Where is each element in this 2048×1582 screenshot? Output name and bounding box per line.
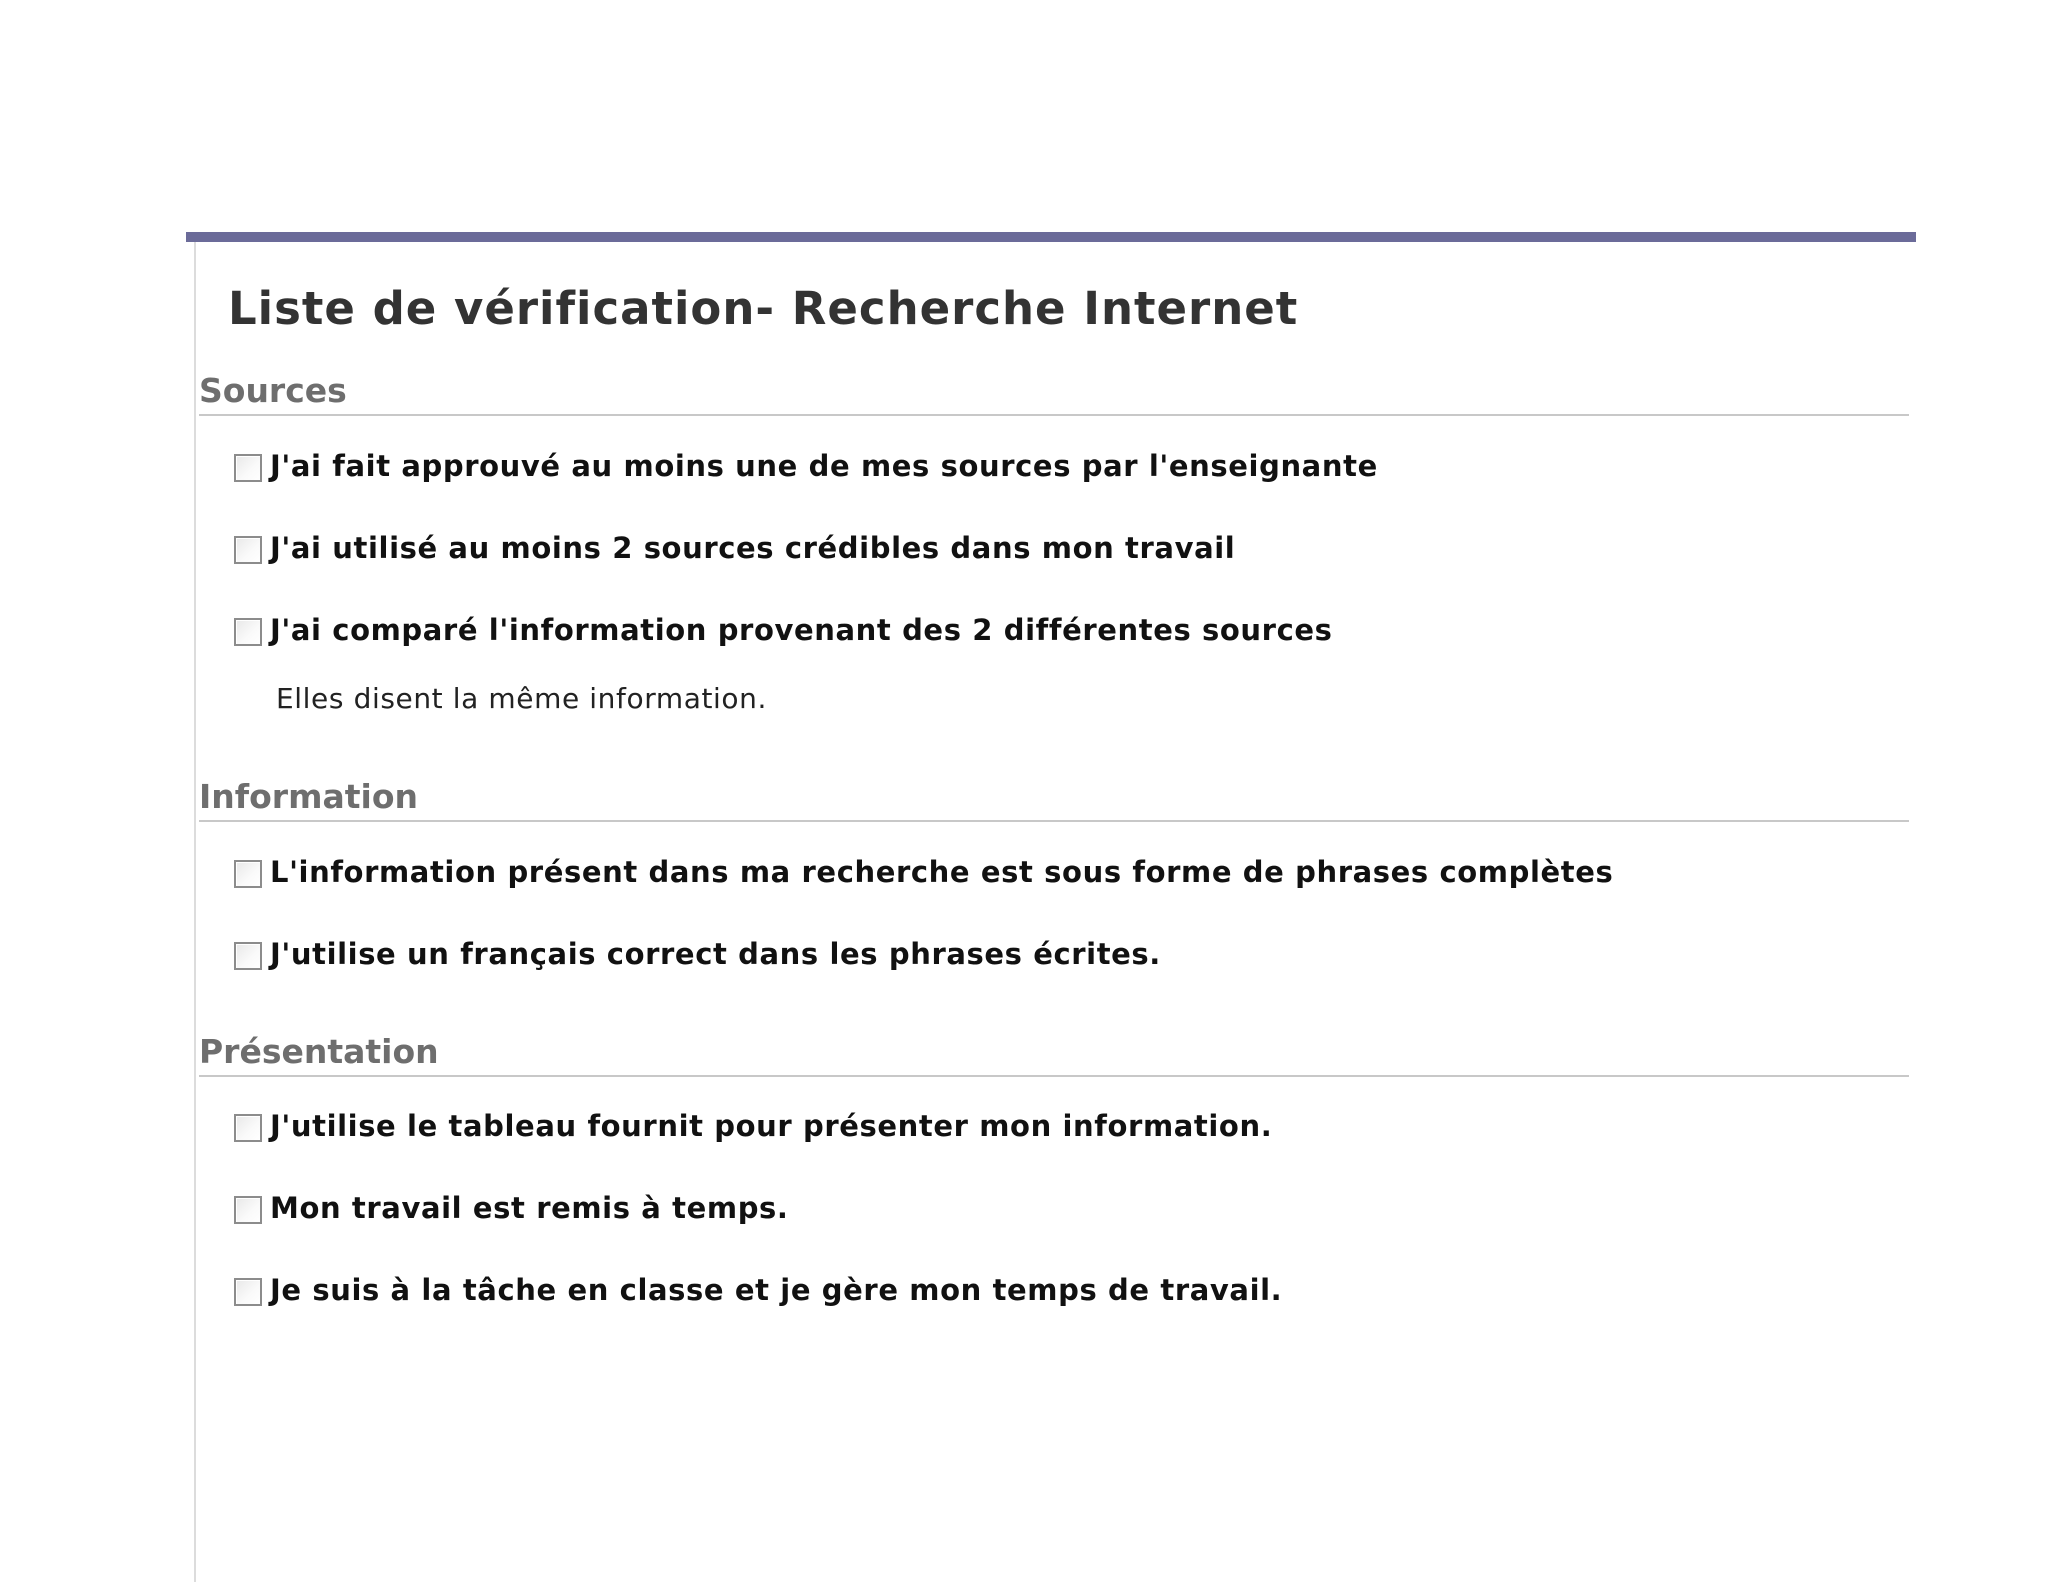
checkbox[interactable] bbox=[234, 536, 262, 564]
section-heading: Présentation bbox=[199, 1032, 439, 1071]
checkbox[interactable] bbox=[234, 1196, 262, 1224]
item-note: Elles disent la même information. bbox=[276, 682, 768, 715]
checkbox[interactable] bbox=[234, 618, 262, 646]
checklist-item-label: J'ai comparé l'information provenant des 2 différentes sources bbox=[270, 613, 1333, 647]
checklist-item[interactable] bbox=[234, 1106, 1272, 1146]
checklist-item-label: J'ai fait approuvé au moins une de mes sources par l'enseignante bbox=[270, 449, 1378, 483]
checklist-item[interactable] bbox=[234, 610, 1333, 650]
checklist-item[interactable] bbox=[234, 528, 1235, 568]
section-heading: Sources bbox=[199, 371, 347, 410]
checklist-item-label: J'utilise un français correct dans les phrases écrites. bbox=[270, 937, 1161, 971]
checklist-item-label: Je suis à la tâche en classe et je gère mon temps de travail. bbox=[270, 1273, 1283, 1307]
section-header-sources bbox=[199, 368, 1909, 416]
accent-bar bbox=[186, 232, 1916, 242]
checklist-item[interactable] bbox=[234, 934, 1161, 974]
page-title: Liste de vérification- Recherche Internet bbox=[228, 282, 1299, 335]
checklist-item[interactable] bbox=[234, 1188, 789, 1228]
checklist-panel bbox=[186, 232, 1916, 1582]
checklist-item-label: Mon travail est remis à temps. bbox=[270, 1191, 789, 1225]
section-heading: Information bbox=[199, 777, 418, 816]
checklist-item[interactable] bbox=[234, 446, 1378, 486]
left-border bbox=[194, 242, 196, 1582]
checklist-item-label: J'utilise le tableau fournit pour présenter mon information. bbox=[270, 1109, 1273, 1143]
checkbox[interactable] bbox=[234, 942, 262, 970]
checklist-item-label: J'ai utilisé au moins 2 sources crédibles dans mon travail bbox=[270, 531, 1236, 565]
checkbox[interactable] bbox=[234, 860, 262, 888]
checkbox[interactable] bbox=[234, 1114, 262, 1142]
checkbox[interactable] bbox=[234, 1278, 262, 1306]
section-header-presentation bbox=[199, 1029, 1909, 1077]
checkbox[interactable] bbox=[234, 454, 262, 482]
section-header-information bbox=[199, 774, 1909, 822]
checklist-item-label: L'information présent dans ma recherche est sous forme de phrases complètes bbox=[270, 855, 1614, 889]
checklist-item[interactable] bbox=[234, 1270, 1282, 1310]
checklist-item[interactable] bbox=[234, 852, 1613, 892]
